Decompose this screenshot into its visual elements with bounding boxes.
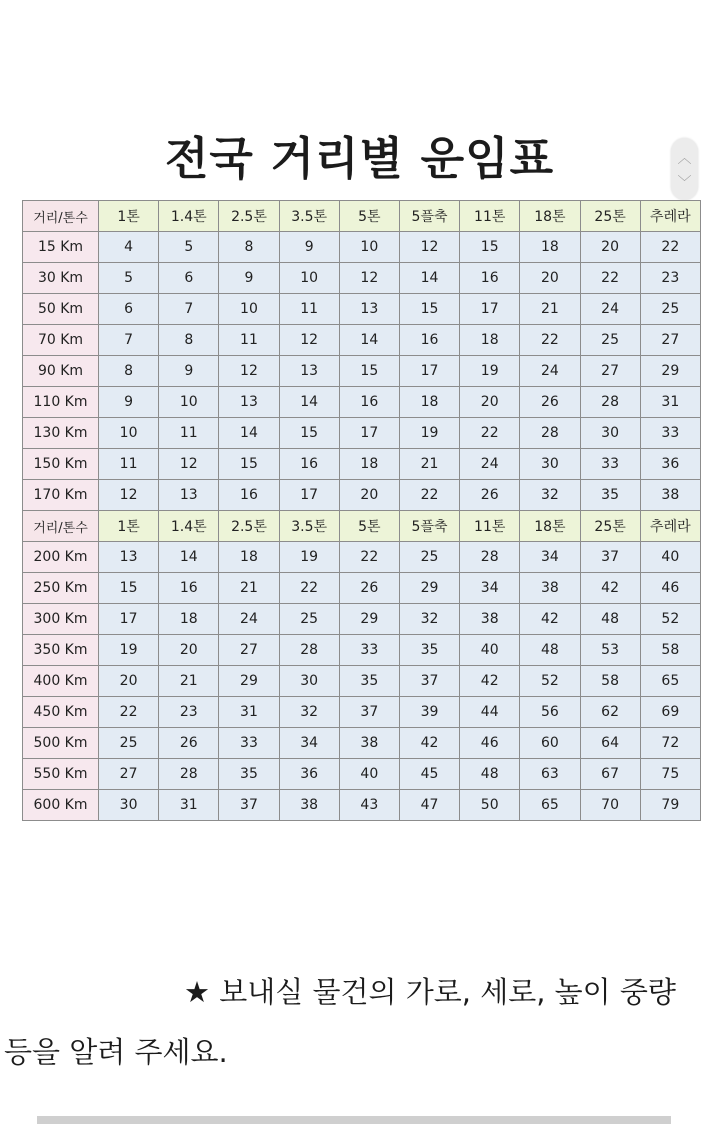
rate-cell: 36 bbox=[279, 759, 339, 790]
rate-cell: 10 bbox=[99, 418, 159, 449]
rate-cell: 20 bbox=[159, 635, 219, 666]
rate-cell: 25 bbox=[279, 604, 339, 635]
rate-cell: 79 bbox=[640, 790, 700, 821]
table-row bbox=[23, 635, 701, 666]
rate-cell: 9 bbox=[159, 356, 219, 387]
rate-cell: 27 bbox=[640, 325, 700, 356]
rate-cell: 12 bbox=[279, 325, 339, 356]
distance-cell: 15 Km bbox=[23, 232, 99, 263]
rate-cell: 16 bbox=[279, 449, 339, 480]
rate-cell: 20 bbox=[339, 480, 399, 511]
rate-cell: 23 bbox=[640, 263, 700, 294]
distance-cell: 200 Km bbox=[23, 542, 99, 573]
rate-cell: 14 bbox=[399, 263, 459, 294]
rate-cell: 50 bbox=[460, 790, 520, 821]
rate-cell: 13 bbox=[339, 294, 399, 325]
rate-cell: 25 bbox=[99, 728, 159, 759]
header-distance-tonnage: 거리/톤수 bbox=[23, 511, 99, 542]
rate-cell: 11 bbox=[219, 325, 279, 356]
rate-cell: 31 bbox=[159, 790, 219, 821]
rate-cell: 16 bbox=[399, 325, 459, 356]
header-tonnage: 18톤 bbox=[520, 511, 580, 542]
page-title: 전국 거리별 운임표 bbox=[164, 132, 555, 185]
header-tonnage: 25톤 bbox=[580, 511, 640, 542]
rate-cell: 16 bbox=[460, 263, 520, 294]
rate-cell: 43 bbox=[339, 790, 399, 821]
rate-cell: 37 bbox=[399, 666, 459, 697]
table-header-row bbox=[23, 201, 701, 232]
rate-cell: 58 bbox=[640, 635, 700, 666]
header-tonnage: 5플축 bbox=[399, 511, 459, 542]
rate-cell: 8 bbox=[159, 325, 219, 356]
rate-cell: 13 bbox=[219, 387, 279, 418]
rate-cell: 32 bbox=[399, 604, 459, 635]
rate-cell: 18 bbox=[219, 542, 279, 573]
rate-cell: 26 bbox=[520, 387, 580, 418]
distance-cell: 450 Km bbox=[23, 697, 99, 728]
rate-cell: 22 bbox=[279, 573, 339, 604]
chevron-up-icon[interactable]: ︿ bbox=[677, 151, 692, 167]
rate-cell: 16 bbox=[159, 573, 219, 604]
header-tonnage: 25톤 bbox=[580, 201, 640, 232]
rate-cell: 16 bbox=[219, 480, 279, 511]
rate-cell: 45 bbox=[399, 759, 459, 790]
table-header-row bbox=[23, 511, 701, 542]
rate-cell: 25 bbox=[580, 325, 640, 356]
rate-cell: 13 bbox=[99, 542, 159, 573]
rate-cell: 33 bbox=[580, 449, 640, 480]
rate-cell: 15 bbox=[399, 294, 459, 325]
distance-cell: 150 Km bbox=[23, 449, 99, 480]
rate-cell: 24 bbox=[460, 449, 520, 480]
rate-cell: 46 bbox=[640, 573, 700, 604]
rate-cell: 16 bbox=[339, 387, 399, 418]
header-tonnage: 추레라 bbox=[640, 201, 700, 232]
distance-cell: 50 Km bbox=[23, 294, 99, 325]
rate-cell: 15 bbox=[99, 573, 159, 604]
rate-cell: 40 bbox=[339, 759, 399, 790]
rate-cell: 30 bbox=[279, 666, 339, 697]
rate-cell: 17 bbox=[99, 604, 159, 635]
distance-cell: 170 Km bbox=[23, 480, 99, 511]
rate-cell: 17 bbox=[339, 418, 399, 449]
rate-cell: 8 bbox=[219, 232, 279, 263]
rate-cell: 56 bbox=[520, 697, 580, 728]
table-row bbox=[23, 666, 701, 697]
rate-cell: 32 bbox=[520, 480, 580, 511]
rate-cell: 19 bbox=[99, 635, 159, 666]
rate-cell: 69 bbox=[640, 697, 700, 728]
rate-cell: 21 bbox=[520, 294, 580, 325]
rate-cell: 15 bbox=[339, 356, 399, 387]
rate-cell: 11 bbox=[159, 418, 219, 449]
rate-cell: 25 bbox=[640, 294, 700, 325]
rate-cell: 31 bbox=[640, 387, 700, 418]
header-tonnage: 1.4톤 bbox=[159, 201, 219, 232]
header-tonnage: 5톤 bbox=[339, 511, 399, 542]
rate-cell: 46 bbox=[460, 728, 520, 759]
rate-cell: 35 bbox=[399, 635, 459, 666]
rate-cell: 64 bbox=[580, 728, 640, 759]
table-row bbox=[23, 542, 701, 573]
rate-cell: 28 bbox=[279, 635, 339, 666]
note-line-2: 등을 알려 주세요. bbox=[4, 1035, 228, 1069]
rate-cell: 35 bbox=[580, 480, 640, 511]
rate-cell: 18 bbox=[399, 387, 459, 418]
rate-cell: 42 bbox=[520, 604, 580, 635]
table-row bbox=[23, 697, 701, 728]
header-tonnage: 2.5톤 bbox=[219, 511, 279, 542]
rate-cell: 26 bbox=[460, 480, 520, 511]
rate-cell: 42 bbox=[399, 728, 459, 759]
rate-cell: 22 bbox=[580, 263, 640, 294]
rate-cell: 25 bbox=[399, 542, 459, 573]
table-row bbox=[23, 387, 701, 418]
rate-cell: 18 bbox=[159, 604, 219, 635]
rate-cell: 34 bbox=[460, 573, 520, 604]
rate-cell: 29 bbox=[399, 573, 459, 604]
rate-cell: 38 bbox=[339, 728, 399, 759]
rate-cell: 23 bbox=[159, 697, 219, 728]
rate-cell: 30 bbox=[99, 790, 159, 821]
rate-cell: 38 bbox=[520, 573, 580, 604]
rate-cell: 34 bbox=[520, 542, 580, 573]
rate-cell: 62 bbox=[580, 697, 640, 728]
header-tonnage: 5톤 bbox=[339, 201, 399, 232]
header-tonnage: 1톤 bbox=[99, 201, 159, 232]
rate-cell: 12 bbox=[159, 449, 219, 480]
rate-cell: 12 bbox=[399, 232, 459, 263]
header-tonnage: 18톤 bbox=[520, 201, 580, 232]
rate-cell: 22 bbox=[399, 480, 459, 511]
rate-cell: 26 bbox=[339, 573, 399, 604]
rate-cell: 21 bbox=[399, 449, 459, 480]
table-row bbox=[23, 294, 701, 325]
rate-cell: 20 bbox=[580, 232, 640, 263]
rate-cell: 12 bbox=[219, 356, 279, 387]
table-row bbox=[23, 325, 701, 356]
rate-cell: 22 bbox=[460, 418, 520, 449]
rate-cell: 33 bbox=[339, 635, 399, 666]
rate-cell: 9 bbox=[279, 232, 339, 263]
rate-cell: 11 bbox=[99, 449, 159, 480]
rate-cell: 11 bbox=[279, 294, 339, 325]
rate-cell: 27 bbox=[580, 356, 640, 387]
rate-cell: 48 bbox=[580, 604, 640, 635]
distance-cell: 110 Km bbox=[23, 387, 99, 418]
distance-cell: 350 Km bbox=[23, 635, 99, 666]
rate-cell: 38 bbox=[640, 480, 700, 511]
rate-cell: 24 bbox=[580, 294, 640, 325]
rate-cell: 10 bbox=[339, 232, 399, 263]
rate-cell: 65 bbox=[520, 790, 580, 821]
rate-cell: 29 bbox=[339, 604, 399, 635]
rate-cell: 9 bbox=[99, 387, 159, 418]
rate-cell: 72 bbox=[640, 728, 700, 759]
distance-cell: 500 Km bbox=[23, 728, 99, 759]
rate-cell: 37 bbox=[219, 790, 279, 821]
header-tonnage: 11톤 bbox=[460, 201, 520, 232]
rate-cell: 26 bbox=[159, 728, 219, 759]
rate-cell: 18 bbox=[339, 449, 399, 480]
distance-cell: 130 Km bbox=[23, 418, 99, 449]
header-tonnage: 1.4톤 bbox=[159, 511, 219, 542]
rate-cell: 14 bbox=[219, 418, 279, 449]
table-row bbox=[23, 418, 701, 449]
rate-cell: 12 bbox=[339, 263, 399, 294]
rate-cell: 75 bbox=[640, 759, 700, 790]
rate-cell: 35 bbox=[339, 666, 399, 697]
rate-cell: 63 bbox=[520, 759, 580, 790]
distance-cell: 600 Km bbox=[23, 790, 99, 821]
rate-cell: 33 bbox=[640, 418, 700, 449]
rate-cell: 60 bbox=[520, 728, 580, 759]
distance-cell: 400 Km bbox=[23, 666, 99, 697]
rate-cell: 42 bbox=[460, 666, 520, 697]
rate-cell: 48 bbox=[460, 759, 520, 790]
distance-cell: 90 Km bbox=[23, 356, 99, 387]
rate-cell: 17 bbox=[279, 480, 339, 511]
rate-cell: 20 bbox=[520, 263, 580, 294]
rate-cell: 36 bbox=[640, 449, 700, 480]
rate-cell: 28 bbox=[460, 542, 520, 573]
rate-cell: 15 bbox=[219, 449, 279, 480]
header-tonnage: 3.5톤 bbox=[279, 201, 339, 232]
rate-cell: 4 bbox=[99, 232, 159, 263]
header-distance-tonnage: 거리/톤수 bbox=[23, 201, 99, 232]
distance-cell: 30 Km bbox=[23, 263, 99, 294]
header-tonnage: 11톤 bbox=[460, 511, 520, 542]
rate-cell: 22 bbox=[339, 542, 399, 573]
rate-cell: 37 bbox=[339, 697, 399, 728]
rate-cell: 7 bbox=[99, 325, 159, 356]
rate-cell: 65 bbox=[640, 666, 700, 697]
rate-cell: 21 bbox=[219, 573, 279, 604]
rate-cell: 10 bbox=[219, 294, 279, 325]
rate-cell: 10 bbox=[279, 263, 339, 294]
bottom-scrollbar[interactable] bbox=[37, 1116, 671, 1124]
rate-cell: 5 bbox=[99, 263, 159, 294]
rate-cell: 13 bbox=[279, 356, 339, 387]
table-row bbox=[23, 604, 701, 635]
rate-cell: 40 bbox=[460, 635, 520, 666]
rate-cell: 44 bbox=[460, 697, 520, 728]
rate-cell: 28 bbox=[520, 418, 580, 449]
rate-cell: 40 bbox=[640, 542, 700, 573]
rate-cell: 53 bbox=[580, 635, 640, 666]
rate-cell: 39 bbox=[399, 697, 459, 728]
rate-cell: 8 bbox=[99, 356, 159, 387]
rate-cell: 31 bbox=[219, 697, 279, 728]
rate-cell: 58 bbox=[580, 666, 640, 697]
header-tonnage: 추레라 bbox=[640, 511, 700, 542]
rate-cell: 17 bbox=[399, 356, 459, 387]
rate-cell: 30 bbox=[580, 418, 640, 449]
rate-cell: 12 bbox=[99, 480, 159, 511]
table-row bbox=[23, 263, 701, 294]
distance-cell: 70 Km bbox=[23, 325, 99, 356]
rate-cell: 9 bbox=[219, 263, 279, 294]
rate-cell: 22 bbox=[99, 697, 159, 728]
table-row bbox=[23, 232, 701, 263]
rate-cell: 17 bbox=[460, 294, 520, 325]
rate-cell: 47 bbox=[399, 790, 459, 821]
rate-cell: 38 bbox=[460, 604, 520, 635]
rate-cell: 20 bbox=[99, 666, 159, 697]
rate-cell: 48 bbox=[520, 635, 580, 666]
rate-cell: 27 bbox=[99, 759, 159, 790]
rate-cell: 7 bbox=[159, 294, 219, 325]
rate-cell: 52 bbox=[520, 666, 580, 697]
header-tonnage: 2.5톤 bbox=[219, 201, 279, 232]
rate-cell: 30 bbox=[520, 449, 580, 480]
rate-cell: 15 bbox=[279, 418, 339, 449]
distance-cell: 550 Km bbox=[23, 759, 99, 790]
rate-cell: 14 bbox=[339, 325, 399, 356]
rate-cell: 27 bbox=[219, 635, 279, 666]
rate-cell: 33 bbox=[219, 728, 279, 759]
rate-cell: 42 bbox=[580, 573, 640, 604]
rate-cell: 5 bbox=[159, 232, 219, 263]
rate-cell: 24 bbox=[520, 356, 580, 387]
distance-cell: 250 Km bbox=[23, 573, 99, 604]
table-row bbox=[23, 790, 701, 821]
rate-cell: 35 bbox=[219, 759, 279, 790]
freight-rate-table bbox=[22, 200, 701, 821]
rate-cell: 15 bbox=[460, 232, 520, 263]
rate-cell: 14 bbox=[279, 387, 339, 418]
rate-cell: 22 bbox=[520, 325, 580, 356]
header-tonnage: 1톤 bbox=[99, 511, 159, 542]
rate-cell: 18 bbox=[520, 232, 580, 263]
table-row bbox=[23, 573, 701, 604]
rate-cell: 6 bbox=[159, 263, 219, 294]
rate-cell: 20 bbox=[460, 387, 520, 418]
distance-cell: 300 Km bbox=[23, 604, 99, 635]
rate-cell: 28 bbox=[580, 387, 640, 418]
rate-cell: 32 bbox=[279, 697, 339, 728]
rate-cell: 21 bbox=[159, 666, 219, 697]
note-line-1: ★ 보내실 물건의 가로, 세로, 높이 중량 bbox=[184, 975, 676, 1009]
rate-cell: 34 bbox=[279, 728, 339, 759]
header-tonnage: 3.5톤 bbox=[279, 511, 339, 542]
rate-cell: 67 bbox=[580, 759, 640, 790]
table-row bbox=[23, 449, 701, 480]
rate-cell: 6 bbox=[99, 294, 159, 325]
table-row bbox=[23, 480, 701, 511]
chevron-down-icon[interactable]: ﹀ bbox=[677, 175, 692, 191]
rate-cell: 18 bbox=[460, 325, 520, 356]
table-row bbox=[23, 728, 701, 759]
rate-cell: 24 bbox=[219, 604, 279, 635]
rate-cell: 29 bbox=[219, 666, 279, 697]
rate-cell: 19 bbox=[460, 356, 520, 387]
rate-cell: 38 bbox=[279, 790, 339, 821]
scroll-control[interactable] bbox=[671, 138, 698, 200]
rate-cell: 14 bbox=[159, 542, 219, 573]
header-tonnage: 5플축 bbox=[399, 201, 459, 232]
rate-cell: 52 bbox=[640, 604, 700, 635]
rate-cell: 13 bbox=[159, 480, 219, 511]
rate-cell: 70 bbox=[580, 790, 640, 821]
table-row bbox=[23, 759, 701, 790]
rate-cell: 37 bbox=[580, 542, 640, 573]
rate-cell: 29 bbox=[640, 356, 700, 387]
table-row bbox=[23, 356, 701, 387]
rate-cell: 10 bbox=[159, 387, 219, 418]
rate-cell: 19 bbox=[399, 418, 459, 449]
rate-cell: 22 bbox=[640, 232, 700, 263]
rate-cell: 19 bbox=[279, 542, 339, 573]
rate-cell: 28 bbox=[159, 759, 219, 790]
